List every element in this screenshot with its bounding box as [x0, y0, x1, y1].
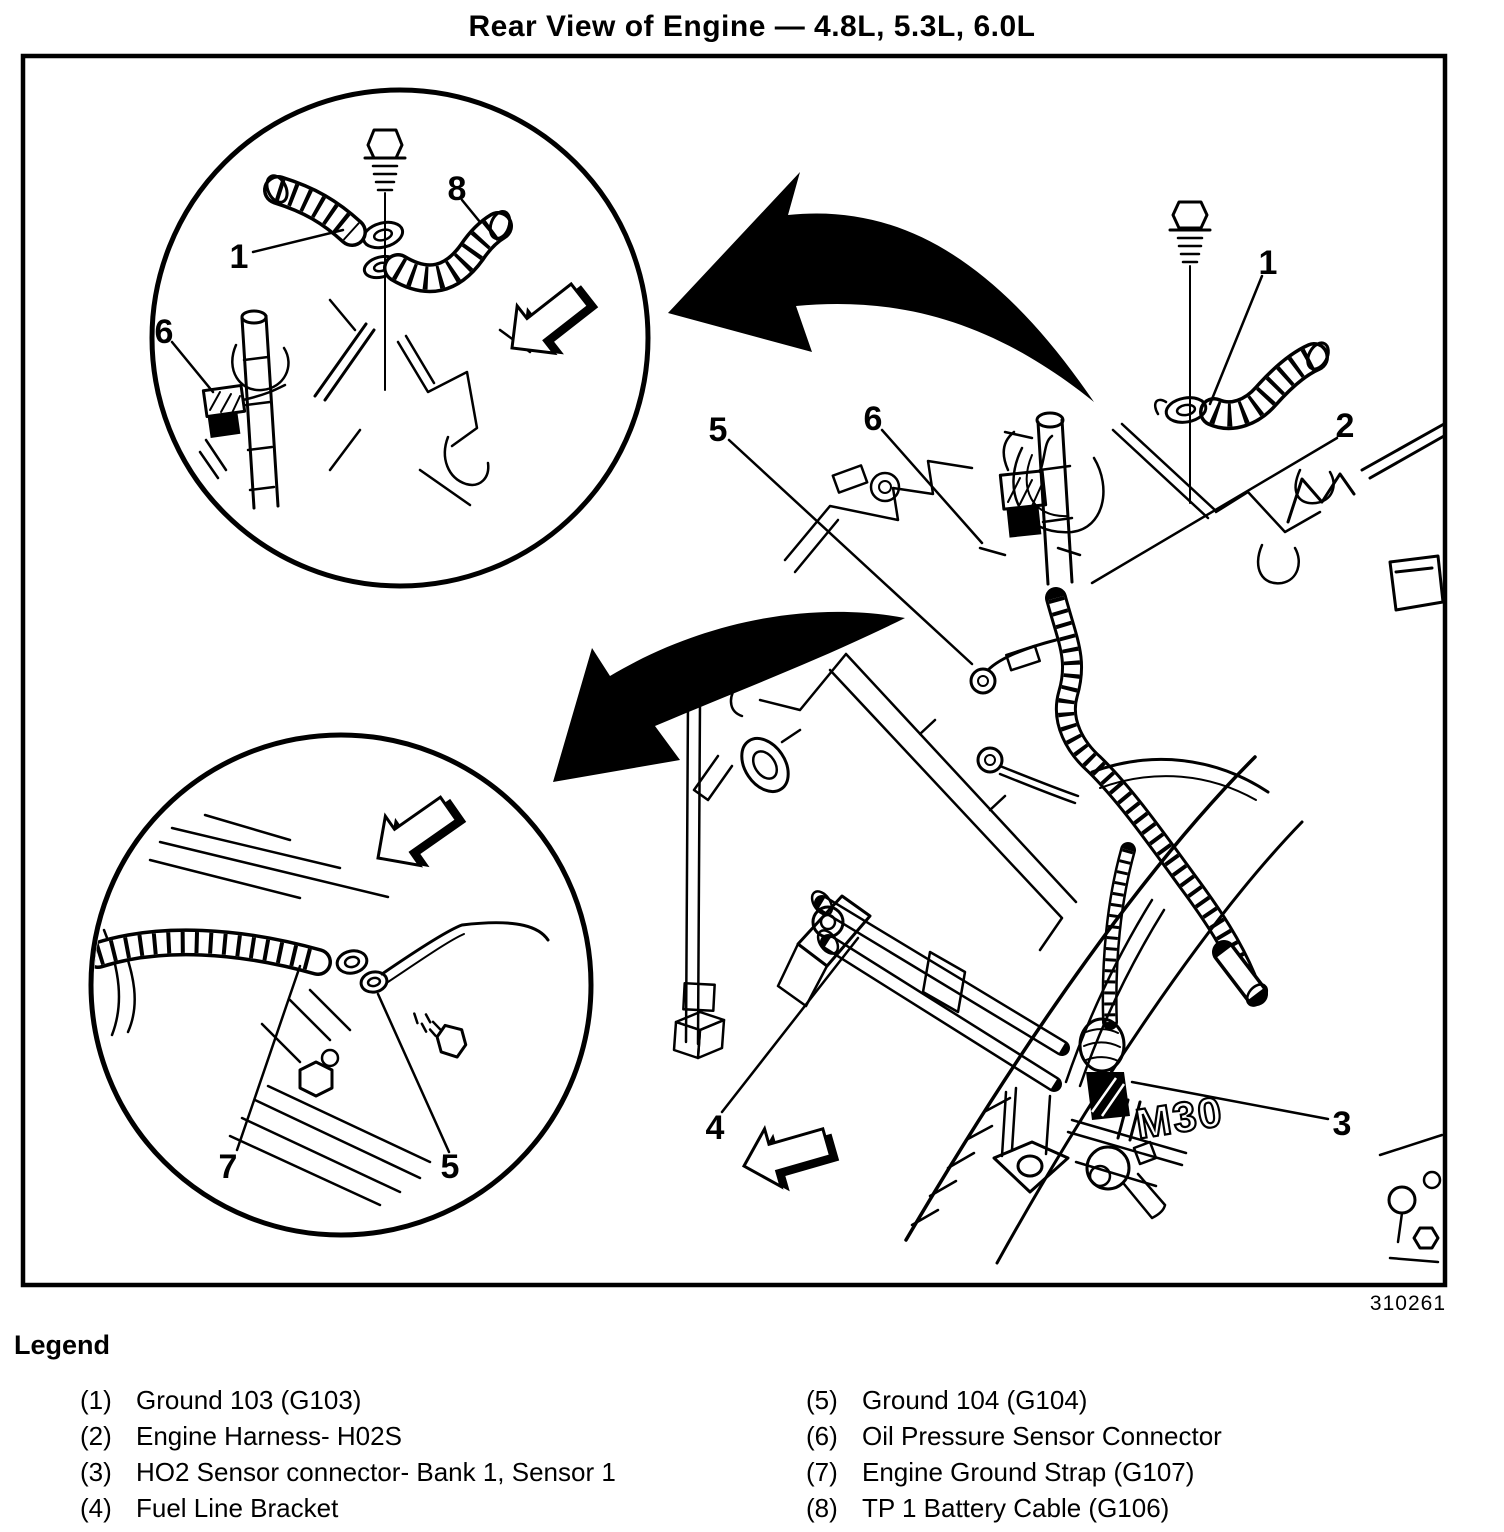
legend-item	[806, 1418, 1222, 1454]
legend-item-number: (5)	[806, 1384, 838, 1415]
legend-item-number: (1)	[80, 1384, 112, 1415]
callout-main-6: 6	[863, 400, 883, 438]
callout-inset-top-8: 8	[447, 170, 467, 208]
callout-main-1: 1	[1258, 244, 1278, 282]
callout-main-5: 5	[708, 411, 728, 449]
callout-inset-top-1: 1	[229, 238, 249, 276]
legend-item-number: (4)	[80, 1492, 112, 1523]
legend-item-label: Ground 104 (G104)	[862, 1384, 1088, 1415]
legend-item-label: Oil Pressure Sensor Connector	[862, 1420, 1222, 1451]
legend-item-label: Ground 103 (G103)	[136, 1384, 362, 1415]
legend-item	[80, 1454, 616, 1490]
legend-item-label: TP 1 Battery Cable (G106)	[862, 1492, 1170, 1523]
ground-strap-1-drawing	[1155, 339, 1332, 425]
rotation-arrow-middle-icon	[553, 612, 905, 782]
legend-item	[80, 1490, 616, 1526]
legend-item-number: (2)	[80, 1420, 112, 1451]
detail-circle-top	[152, 90, 648, 586]
legend-item	[806, 1382, 1222, 1418]
legend-column-right	[806, 1382, 1222, 1526]
callout-inset-bottom-5: 5	[440, 1148, 460, 1186]
bolt-icon	[1170, 202, 1210, 503]
callout-main-4: 4	[705, 1109, 725, 1147]
tube-drawing	[1013, 413, 1103, 584]
legend-item-label: Fuel Line Bracket	[136, 1492, 339, 1523]
legend-heading: Legend	[14, 1330, 111, 1360]
callout-inset-bottom-7: 7	[218, 1148, 238, 1186]
legend-item	[80, 1418, 616, 1454]
legend-item-number: (8)	[806, 1492, 838, 1523]
page-title: Rear View of Engine — 4.8L, 5.3L, 6.0L	[468, 10, 1036, 43]
rotation-arrow-top-icon	[668, 172, 1094, 402]
callout-main-3: 3	[1332, 1105, 1352, 1143]
cast-label-m30: M30	[1132, 1087, 1227, 1148]
detail-circle-bottom	[91, 735, 591, 1235]
legend-column-left	[80, 1382, 616, 1526]
legend-item	[806, 1454, 1222, 1490]
fuel-lines-drawing	[808, 888, 1062, 1084]
legend-item	[80, 1382, 616, 1418]
legend-item	[806, 1490, 1222, 1526]
legend-item-number: (3)	[80, 1456, 112, 1487]
figure-number: 310261	[1369, 1292, 1446, 1315]
legend-item-number: (6)	[806, 1420, 838, 1451]
legend	[0, 1330, 1504, 1523]
callout-inset-top-6: 6	[154, 313, 174, 351]
legend-item-label: HO2 Sensor connector- Bank 1, Sensor 1	[136, 1456, 616, 1487]
legend-item-label: Engine Harness- H02S	[136, 1420, 402, 1451]
ho2-sensor-connector-drawing	[1080, 1019, 1140, 1140]
callout-main-2: 2	[1335, 407, 1355, 445]
legend-item-number: (7)	[806, 1456, 838, 1487]
legend-item-label: Engine Ground Strap (G107)	[862, 1456, 1195, 1487]
direction-arrow-icon	[736, 1112, 844, 1202]
